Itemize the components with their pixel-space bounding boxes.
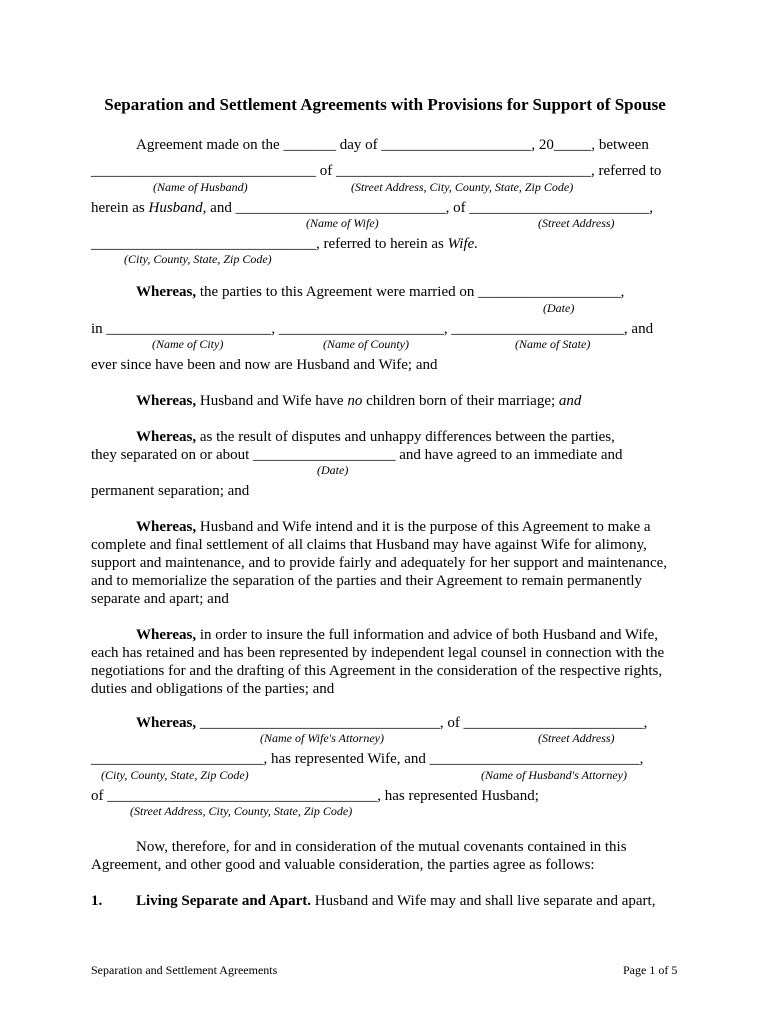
represented-wife-line: _______________________, has represented Wife, and ____________________________,	[91, 751, 644, 767]
husband-and-wife-line: ever since have been and now are Husband and Wife; and	[91, 357, 438, 373]
footer-title: Separation and Settlement Agreements	[91, 963, 278, 977]
caption-name-of-county: (Name of County)	[323, 337, 409, 351]
section-1-heading-line: Living Separate and Apart. Husband and Wife may and shall live separate and apart,	[136, 893, 656, 909]
caption-separation-date: (Date)	[317, 463, 349, 477]
intent-paragraph-line: separate and apart; and	[91, 591, 229, 607]
caption-husband-attorney-address: (Street Address, City, County, State, Zip Code)	[130, 804, 353, 818]
represented-husband-line: of ____________________________________, has represented Husband;	[91, 788, 539, 804]
caption-name-of-wife: (Name of Wife)	[306, 216, 379, 230]
caption-husband-attorney: (Name of Husband's Attorney)	[481, 768, 627, 782]
caption-name-of-state: (Name of State)	[515, 337, 591, 351]
intent-paragraph-line: support and maintenance, and to provide fairly and adequately for her support and maintenance,	[91, 555, 668, 571]
whereas-married-line: Whereas, the parties to this Agreement were married on ___________________,	[136, 284, 625, 300]
whereas-counsel-line: Whereas, in order to insure the full information and advice of both Husband and Wife,	[136, 627, 659, 643]
caption-name-of-husband: (Name of Husband)	[153, 180, 248, 194]
whereas-no-children-line: Whereas, Husband and Wife have no children born of their marriage; and	[136, 393, 582, 409]
now-therefore-line: Agreement, and other good and valuable consideration, the parties agree as follows:	[91, 857, 595, 873]
wife-name-line: herein as Husband, and ____________________________, of ________________________,	[91, 200, 654, 216]
page-number: Page 1 of 5	[623, 963, 678, 977]
caption-marriage-date: (Date)	[543, 301, 575, 315]
counsel-paragraph-line: each has retained and has been represented by independent legal counsel in connection with the	[91, 645, 665, 661]
whereas-intent-line: Whereas, Husband and Wife intend and it is the purpose of this Agreement to make a	[136, 519, 651, 535]
husband-name-line: ______________________________ of __________________________________, referred to	[91, 163, 662, 179]
caption-wife-attorney: (Name of Wife's Attorney)	[260, 731, 384, 745]
intent-paragraph-line: and to memorialize the separation of the parties and their Agreement to remain permanently	[91, 573, 643, 589]
counsel-paragraph-line: negotiations for and the drafting of this Agreement in the consideration of the respective rights,	[91, 663, 663, 679]
caption-name-of-city: (Name of City)	[152, 337, 224, 351]
intent-paragraph-line: complete and final settlement of all claims that Husband may have against Wife for alimony,	[91, 537, 647, 553]
caption-husband-address: (Street Address, City, County, State, Zip Code)	[351, 180, 574, 194]
wife-city-line: ______________________________, referred to herein as Wife.	[91, 236, 479, 252]
caption-wife-city: (City, County, State, Zip Code)	[124, 252, 272, 266]
whereas-disputes-line: Whereas, as the result of disputes and unhappy differences between the parties,	[136, 429, 615, 445]
separated-on-line: they separated on or about ___________________ and have agreed to an immediate and	[91, 447, 623, 463]
whereas-attorney-line: Whereas, ________________________________, of ________________________,	[136, 715, 648, 731]
document-title: Separation and Settlement Agreements with Provisions for Support of Spouse	[104, 95, 666, 114]
counsel-paragraph-line: duties and obligations of the parties; and	[91, 681, 335, 697]
marriage-place-line: in ______________________, ______________________, _______________________, and	[91, 321, 654, 337]
agreement-date-line: Agreement made on the _______ day of ____________________, 20_____, between	[136, 137, 649, 153]
caption-wife-street-address: (Street Address)	[538, 216, 615, 230]
now-therefore-line: Now, therefore, for and in consideration of the mutual covenants contained in this	[136, 839, 627, 855]
caption-attorney-city: (City, County, State, Zip Code)	[101, 768, 249, 782]
section-number: 1.	[91, 893, 103, 909]
caption-attorney-street-address: (Street Address)	[538, 731, 615, 745]
permanent-separation-line: permanent separation; and	[91, 483, 250, 499]
